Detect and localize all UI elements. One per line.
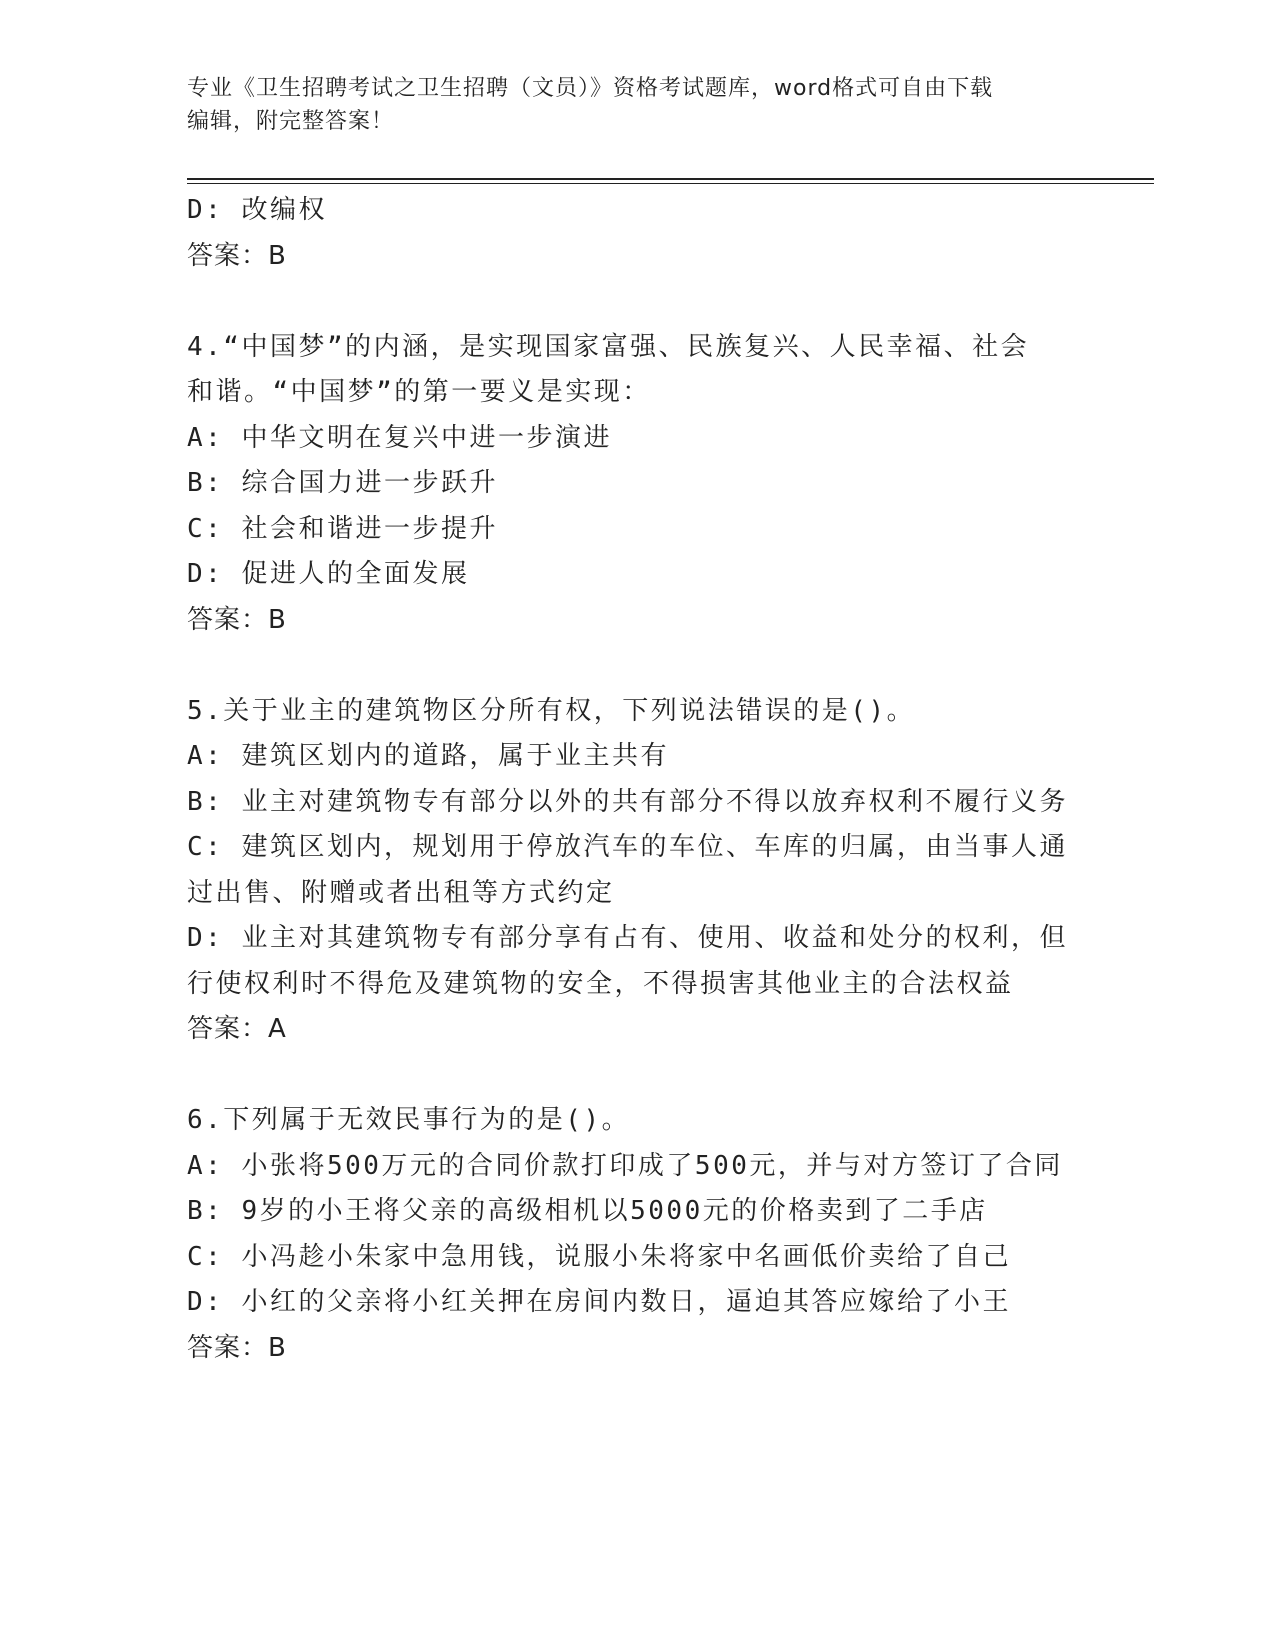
question-stem: 6.下列属于无效民事行为的是()。	[187, 1105, 631, 1135]
spacer	[187, 643, 1087, 689]
option-d: D: 业主对其建筑物专有部分享有占有、使用、收益和处分的权利，但	[187, 923, 1068, 953]
option-d-continued: 行使权利时不得危及建筑物的安全，不得损害其他业主的合法权益	[187, 968, 1014, 999]
header-rule-thin	[187, 183, 1154, 184]
header-rule-thick	[187, 178, 1154, 180]
question-6	[187, 1098, 1087, 1371]
document-header	[187, 72, 1067, 138]
option-c-continued: 过出售、附赠或者出租等方式约定	[187, 877, 615, 908]
question-5	[187, 689, 1087, 1053]
answer-label: 答案：B	[187, 604, 287, 635]
answer-label: 答案：A	[187, 1014, 287, 1044]
question-3-tail	[187, 188, 1087, 279]
option-a: A: 建筑区划内的道路，属于业主共有	[187, 741, 669, 771]
option-b: B: 9岁的小王将父亲的高级相机以5000元的价格卖到了二手店	[187, 1196, 988, 1226]
question-list	[187, 188, 1087, 1371]
spacer	[187, 279, 1087, 325]
question-stem: 4.“中国梦”的内涵，是实现国家富强、民族复兴、人民幸福、社会	[187, 331, 1030, 362]
option-a: A: 中华文明在复兴中进一步演进	[187, 422, 612, 453]
option-b: B: 业主对建筑物专有部分以外的共有部分不得以放弃权利不履行义务	[187, 786, 1068, 817]
answer-label: 答案：B	[187, 240, 287, 271]
option-c: C: 小冯趁小朱家中急用钱，说服小朱将家中名画低价卖给了自己	[187, 1241, 1011, 1272]
spacer	[187, 1053, 1087, 1099]
option-d: D: 改编权	[187, 195, 327, 225]
option-d: D: 小红的父亲将小红关押在房间内数日，逼迫其答应嫁给了小王	[187, 1287, 1011, 1317]
header-line-1: 专业《卫生招聘考试之卫生招聘（文员）》资格考试题库，word格式可自由下载	[187, 76, 994, 101]
question-stem: 和谐。“中国梦”的第一要义是实现：	[187, 377, 651, 407]
option-a: A: 小张将500万元的合同价款打印成了500元，并与对方签订了合同	[187, 1150, 1063, 1181]
question-4	[187, 325, 1087, 644]
option-c: C: 社会和谐进一步提升	[187, 513, 498, 544]
option-c: C: 建筑区划内，规划用于停放汽车的车位、车库的归属，由当事人通	[187, 832, 1068, 862]
question-stem: 5.关于业主的建筑物区分所有权，下列说法错误的是()。	[187, 695, 916, 726]
header-line-2: 编辑，附完整答案！	[187, 109, 395, 134]
option-b: B: 综合国力进一步跃升	[187, 468, 498, 498]
option-d: D: 促进人的全面发展	[187, 559, 470, 589]
answer-label: 答案：B	[187, 1332, 287, 1363]
